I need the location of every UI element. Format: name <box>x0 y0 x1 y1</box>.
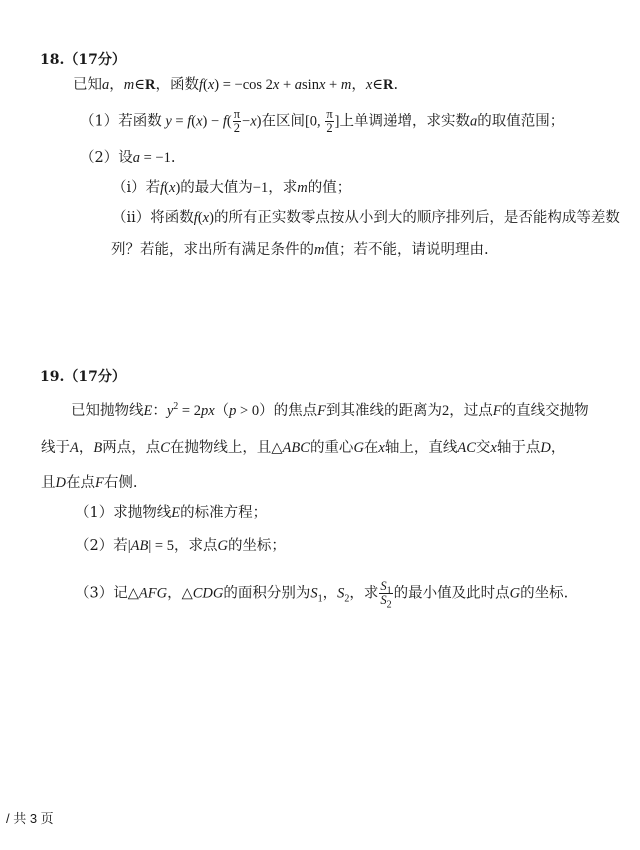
q18-sub1-text-b: 的最大值为 <box>180 180 253 196</box>
q19-line3-b: 在点 <box>65 475 95 491</box>
q19-intro: 已知抛物线E：$y^2 = 2px(p > 0)$的焦点F到其准线的距离为2，过点F的直线交抛物 <box>71 401 589 419</box>
q19-part2: （2）若|AB| = 5，求点G的坐标； <box>75 538 286 554</box>
q18-part2: （2）设a = −1. <box>80 150 176 166</box>
q19-line2-e: 在 <box>363 440 379 456</box>
q18-given: 已知a，m∈R，函数f(x) = −cos 2x + asinx + m，x∈R. <box>73 77 399 93</box>
q19-part1-text-b: 的标准方程； <box>180 505 268 521</box>
q18-sub1-text-c: ，求 <box>268 180 298 196</box>
q18-sub2-line2-a: 列？若能，求出所有满足条件的 <box>111 242 314 258</box>
q18-sub2-text-b: 的所有正实数零点按从小到大的顺序排列后，是否能构成等差数 <box>213 210 620 226</box>
page-footer: / 共 3 页 <box>6 811 54 826</box>
q18-part1-text-a: 若函数 <box>118 113 162 130</box>
q19-intro-d: ，过点 <box>449 403 493 419</box>
q19-intro-b: 的焦点 <box>273 403 318 419</box>
q19-part2-text-a: 若 <box>113 538 128 554</box>
q18-part1-text-d: 的取值范围； <box>477 113 565 130</box>
q19-intro-c: 到其准线的距离为 <box>325 403 442 419</box>
q19-part2-text-c: 的坐标； <box>227 538 286 554</box>
q18-header: 18.（17分） <box>40 52 126 68</box>
q18-part2-text: 设 <box>118 150 133 166</box>
q18-sub2-text-a: 将函数 <box>150 210 194 226</box>
q18-part2-label: （2） <box>80 150 119 166</box>
q19-line2-c: 在抛物线上，且 <box>169 440 272 456</box>
q19-part3-text-d: 的最小值及此时点 <box>393 585 510 602</box>
q19-line2-b: 两点，点 <box>102 440 161 456</box>
q18-sub2-label: （ii） <box>112 210 151 226</box>
q18-sub2: （ii）将函数f(x)的所有正实数零点按从小到大的顺序排列后，是否能构成等差数 <box>112 210 620 226</box>
q19-part3: （3）记△AFG，△CDG的面积分别为$S_1$，$S_2$，求 $\frac{S_1}{S_2}$ 的最小值及此时点G的坐标. <box>75 579 569 611</box>
q19-part3-label: （3） <box>75 585 114 602</box>
q19-part1: （1）求抛物线E的标准方程； <box>75 505 268 521</box>
q18-part1: （1）若函数 y = f(x) − f( $\frac{\pi}{2}$ −x)在区间[0, $\frac{\pi}{2}$ ]上单调递增，求实数a的取值范围； <box>80 107 565 135</box>
q19-line2-f: 轴上，直线 <box>384 440 458 456</box>
q18-sub1: （i）若f(x)的最大值为−1，求m的值； <box>112 180 352 196</box>
q19-line2-h: 轴于点 <box>496 440 541 456</box>
q19-part2-text-b: ，求点 <box>173 538 218 554</box>
q19-line3-c: 右侧. <box>103 475 138 491</box>
q19-part3-text-e: 的坐标. <box>520 585 569 602</box>
q19-intro-e: 的直线交抛物 <box>501 403 589 419</box>
q18-sub1-label: （i） <box>112 180 146 196</box>
q19-line2: 线于A，B两点，点C在抛物线上，且△ABC的重心G在x轴上，直线AC交x轴于点D， <box>41 440 566 456</box>
q19-part2-label: （2） <box>75 538 114 554</box>
q18-part1-text-b: 在区间 <box>261 113 305 130</box>
q18-part1-text-c: 上单调递增，求实数 <box>339 113 470 130</box>
q18-given-intro: 已知 <box>73 77 102 93</box>
q19-line2-d: 的重心 <box>309 440 354 456</box>
q19-line3-a: 且 <box>41 475 56 491</box>
q18-sub1-text-d: 的值； <box>307 180 352 196</box>
q18-part1-label: （1） <box>80 113 119 130</box>
q19-part3-text-a: 记 <box>113 585 128 602</box>
q18-sub1-text-a: 若 <box>145 180 161 196</box>
q19-line3: 且D在点F右侧. <box>41 475 138 491</box>
q18-given-mid: ，函数 <box>155 77 199 93</box>
q19-line2-g: 交 <box>475 440 491 456</box>
q18-sub2-line2-b: 值；若不能，请说明理由. <box>324 242 489 258</box>
q19-intro-a: 已知抛物线 <box>71 403 144 419</box>
q19-part1-text: 求抛物线 <box>113 505 172 521</box>
q19-line2-a: 线于 <box>41 440 70 456</box>
q19-part3-text-b: 的面积分别为 <box>223 585 311 602</box>
q19-part1-label: （1） <box>75 505 114 521</box>
q19-part3-text-c: ，求 <box>349 585 379 602</box>
q19-header: 19.（17分） <box>40 369 126 385</box>
q18-sub2-line2: 列？若能，求出所有满足条件的m值；若不能，请说明理由. <box>111 242 489 258</box>
